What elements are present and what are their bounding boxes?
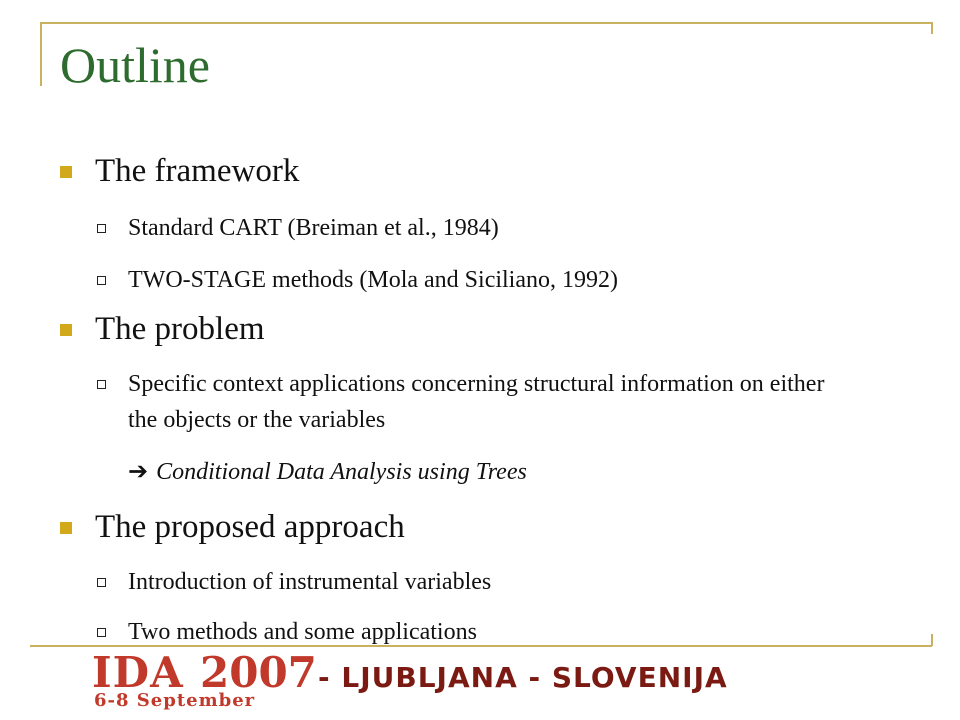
hollow-square-bullet-icon <box>97 380 106 389</box>
logo-dates: 6-8 September <box>94 690 256 711</box>
frame-right-line <box>931 22 933 34</box>
section-heading: The proposed approach <box>95 509 405 545</box>
list-item: Standard CART (Breiman et al., 1984) <box>128 215 499 241</box>
list-item: Specific context applications concerning structural information on either the objects or the variables <box>128 371 825 433</box>
hollow-square-bullet-icon <box>97 578 106 587</box>
square-bullet-icon <box>60 166 72 178</box>
section-heading: The problem <box>95 311 265 347</box>
frame-bottom-right-line <box>931 634 933 646</box>
frame-left-line <box>40 22 42 86</box>
right-arrow-icon: ➔ <box>128 459 149 485</box>
list-item: TWO-STAGE methods (Mola and Siciliano, 1992) <box>128 267 618 293</box>
hollow-square-bullet-icon <box>97 628 106 637</box>
square-bullet-icon <box>60 324 72 336</box>
list-item: Two methods and some applications <box>128 619 477 645</box>
logo-ida-text: IDA <box>92 648 184 697</box>
logo-year: 2007 <box>200 648 317 697</box>
hollow-square-bullet-icon <box>97 224 106 233</box>
hollow-square-bullet-icon <box>97 276 106 285</box>
logo-location: - LJUBLJANA - SLOVENIJA <box>318 661 728 694</box>
frame-top-line <box>40 22 932 24</box>
square-bullet-icon <box>60 522 72 534</box>
section-heading: The framework <box>95 153 300 189</box>
slide-title: Outline <box>60 37 210 93</box>
arrow-note-text: Conditional Data Analysis using Trees <box>156 459 527 485</box>
arrow-note <box>128 460 527 484</box>
list-item: Introduction of instrumental variables <box>128 569 492 595</box>
conference-logo <box>92 648 792 714</box>
